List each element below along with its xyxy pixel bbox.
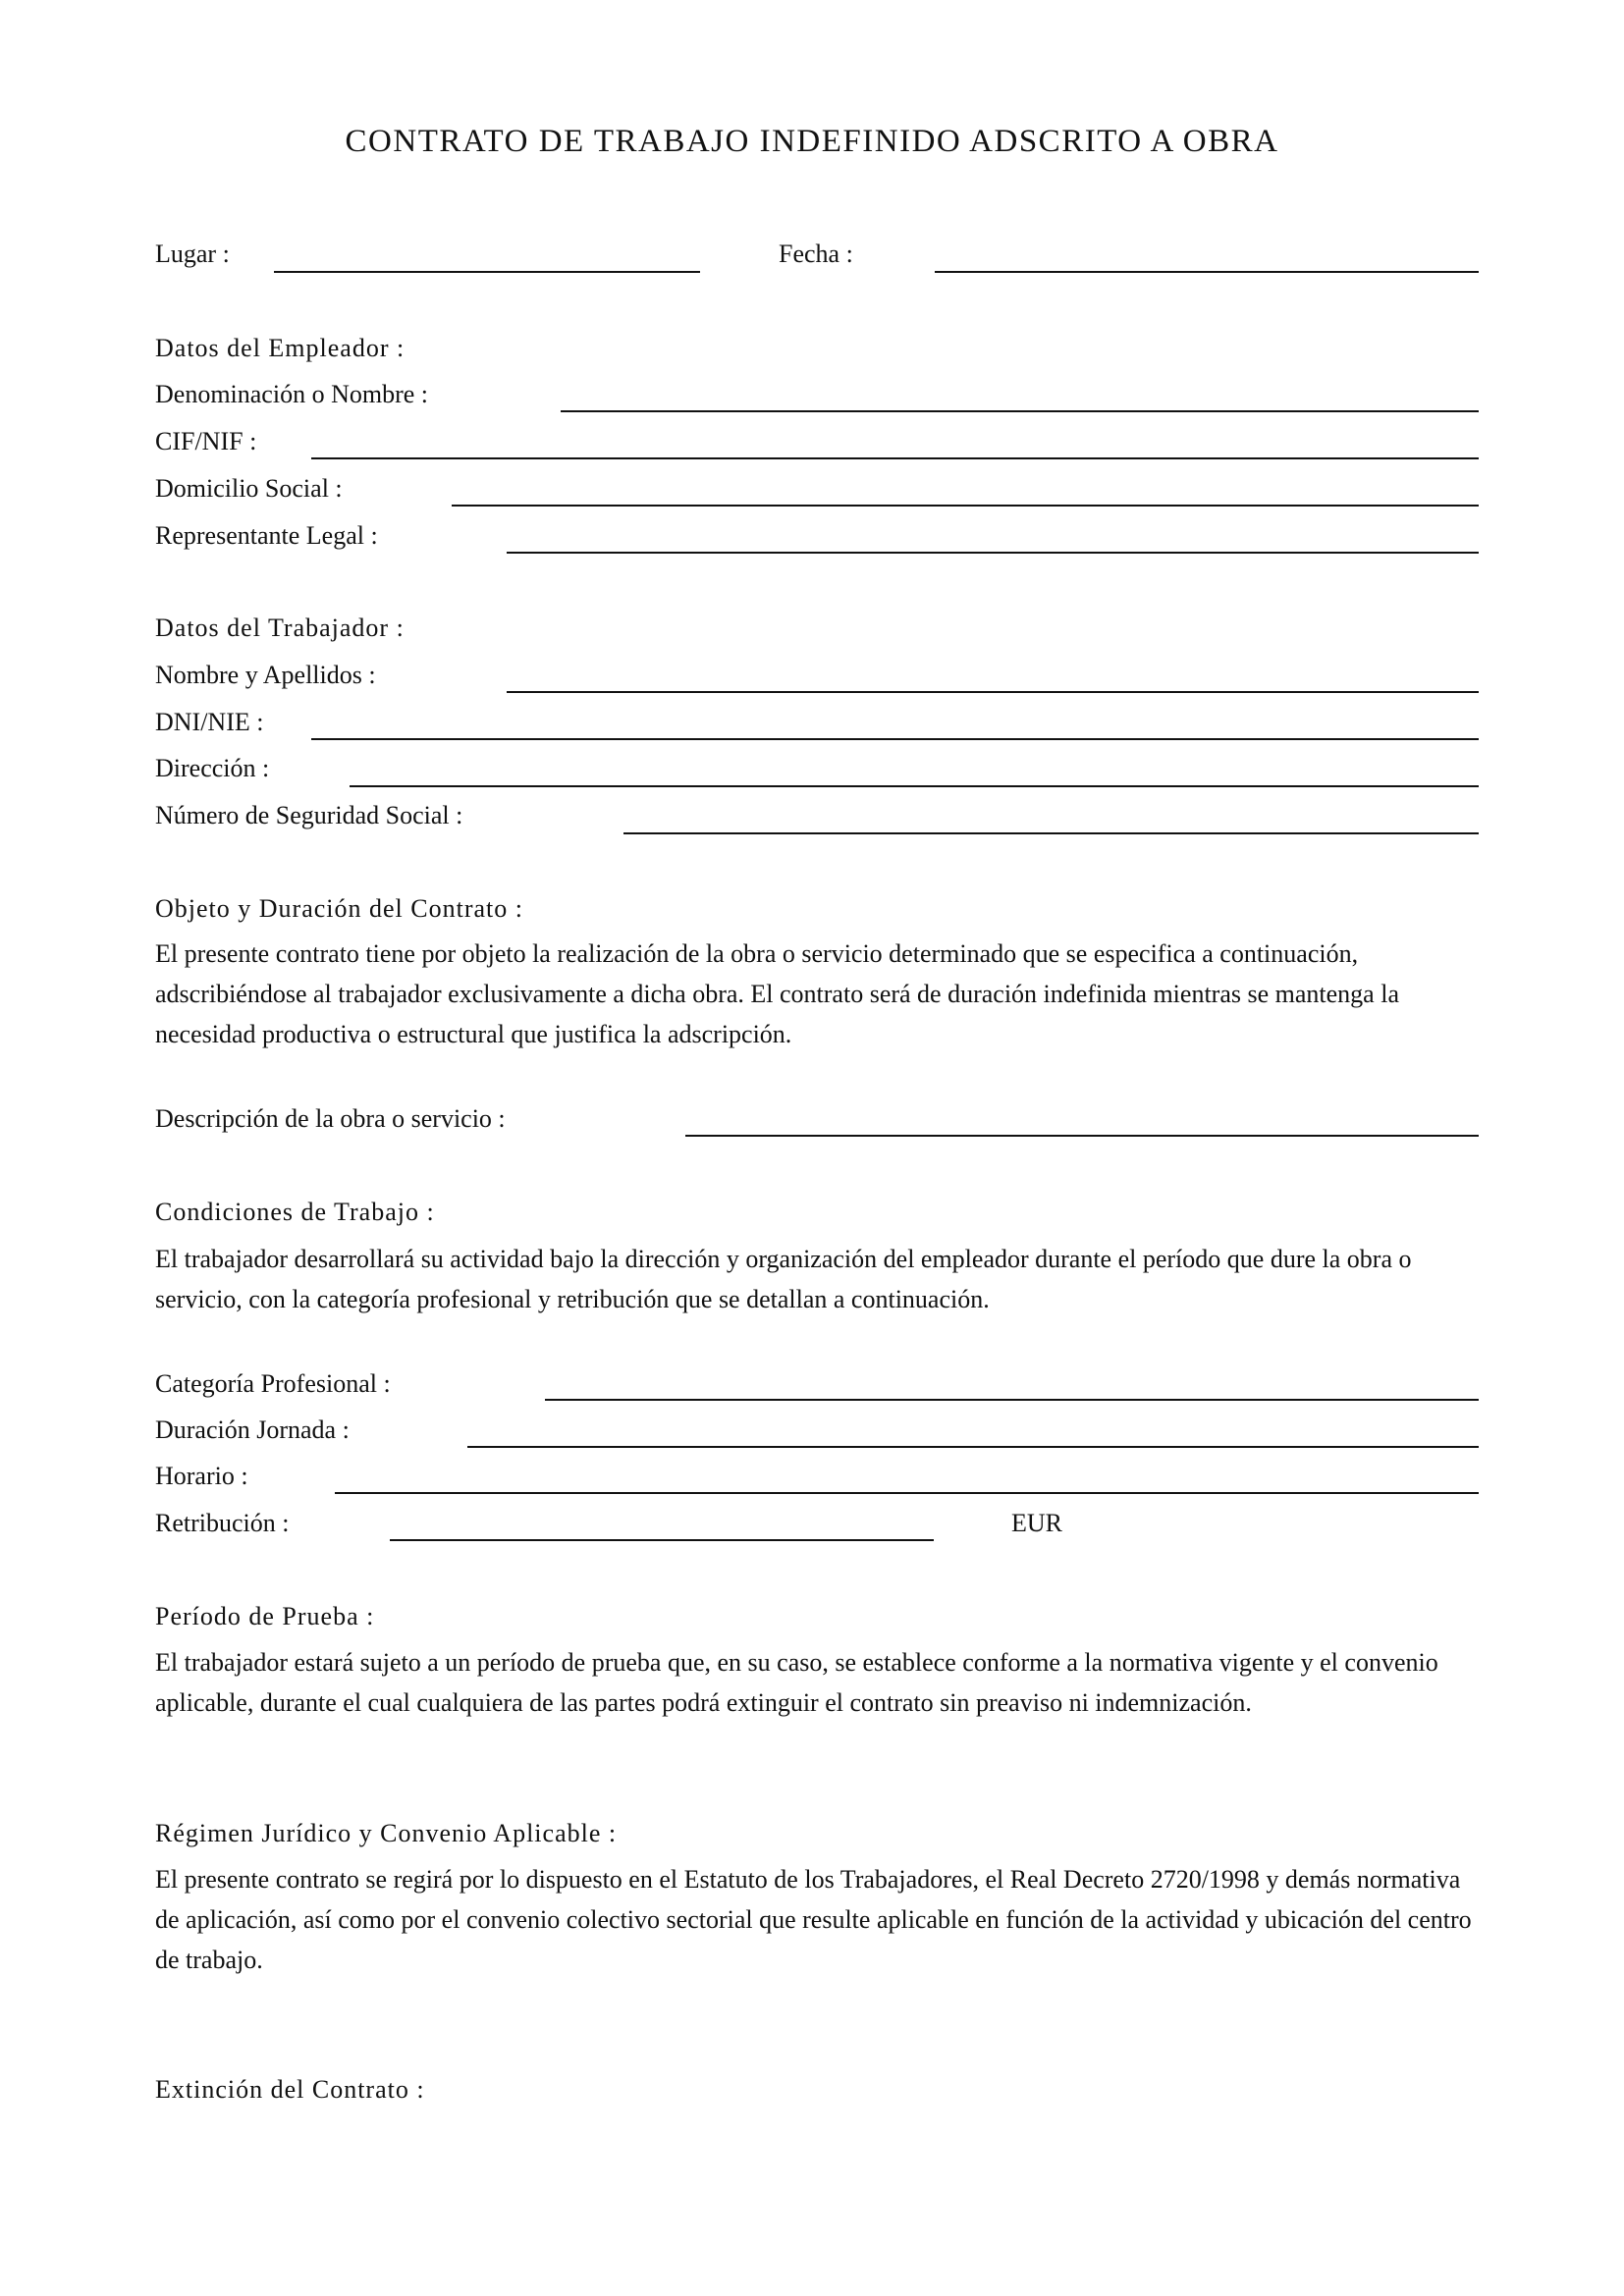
work-description-field-line[interactable] bbox=[685, 1135, 1479, 1137]
salary-label: Retribución : bbox=[155, 1509, 290, 1537]
worker-ssn-label: Número de Seguridad Social : bbox=[155, 801, 463, 829]
employer-address-label: Domicilio Social : bbox=[155, 474, 343, 503]
worker-id-label: DNI/NIE : bbox=[155, 708, 264, 736]
employer-name-label: Denominación o Nombre : bbox=[155, 380, 428, 408]
place-label: Lugar : bbox=[155, 240, 230, 268]
schedule-field-line[interactable] bbox=[335, 1492, 1479, 1494]
hours-field-line[interactable] bbox=[467, 1446, 1479, 1448]
worker-id-field-line[interactable] bbox=[311, 738, 1479, 740]
employer-legal-rep-label: Representante Legal : bbox=[155, 521, 378, 550]
object-paragraph: El presente contrato tiene por objeto la realización de la obra o servicio determinado que se especifica a continuación, adscribiéndose al trabajador exclusivamente a dicha obra. El contrato será de duración indefinida mientras se mantenga la necesidad productiva o estructural que justifica la adscripción. bbox=[155, 939, 1399, 1048]
probation-paragraph: El trabajador estará sujeto a un período de prueba que, en su caso, se establece conforme a la normativa vigente y el convenio aplicable, durante el cual cualquiera de las partes podrá extinguir el contrato sin preaviso ni indemnización. bbox=[155, 1648, 1438, 1717]
currency-label: EUR bbox=[1011, 1509, 1062, 1537]
worker-name-field-line[interactable] bbox=[507, 691, 1479, 693]
date-label: Fecha : bbox=[779, 240, 853, 268]
place-field-line[interactable] bbox=[274, 271, 700, 273]
category-field-line[interactable] bbox=[545, 1399, 1479, 1401]
category-label: Categoría Profesional : bbox=[155, 1369, 391, 1398]
worker-name-label: Nombre y Apellidos : bbox=[155, 661, 376, 689]
employer-heading: Datos del Empleador : bbox=[155, 334, 406, 362]
probation-heading: Período de Prueba : bbox=[155, 1602, 375, 1630]
hours-label: Duración Jornada : bbox=[155, 1415, 350, 1444]
employer-name-field-line[interactable] bbox=[561, 410, 1479, 412]
document-title: CONTRATO DE TRABAJO INDEFINIDO ADSCRITO A OBRA bbox=[345, 124, 1279, 159]
conditions-heading: Condiciones de Trabajo : bbox=[155, 1198, 435, 1226]
worker-address-field-line[interactable] bbox=[350, 785, 1479, 787]
object-heading: Objeto y Duración del Contrato : bbox=[155, 894, 523, 923]
work-description-label: Descripción de la obra o servicio : bbox=[155, 1104, 506, 1133]
worker-address-label: Dirección : bbox=[155, 754, 270, 782]
worker-ssn-field-line[interactable] bbox=[623, 832, 1479, 834]
legal-heading: Régimen Jurídico y Convenio Aplicable : bbox=[155, 1819, 618, 1847]
salary-field-line[interactable] bbox=[390, 1539, 934, 1541]
employer-legal-rep-field-line[interactable] bbox=[507, 552, 1479, 554]
termination-heading: Extinción del Contrato : bbox=[155, 2075, 425, 2104]
employer-tax-id-label: CIF/NIF : bbox=[155, 427, 257, 455]
legal-paragraph: El presente contrato se regirá por lo dispuesto en el Estatuto de los Trabajadores, el Real Decreto 2720/1998 y demás normativa de aplicación, así como por el convenio colectivo sectorial que resulte aplicable en función de la actividad y ubicación del centro de trabajo. bbox=[155, 1865, 1472, 1974]
schedule-label: Horario : bbox=[155, 1462, 248, 1490]
employer-address-field-line[interactable] bbox=[452, 505, 1479, 507]
date-field-line[interactable] bbox=[935, 271, 1479, 273]
conditions-paragraph: El trabajador desarrollará su actividad bajo la dirección y organización del empleador durante el período que dure la obra o servicio, con la categoría profesional y retribución que se detallan a continuación. bbox=[155, 1245, 1412, 1313]
worker-heading: Datos del Trabajador : bbox=[155, 614, 405, 642]
employer-tax-id-field-line[interactable] bbox=[311, 457, 1479, 459]
